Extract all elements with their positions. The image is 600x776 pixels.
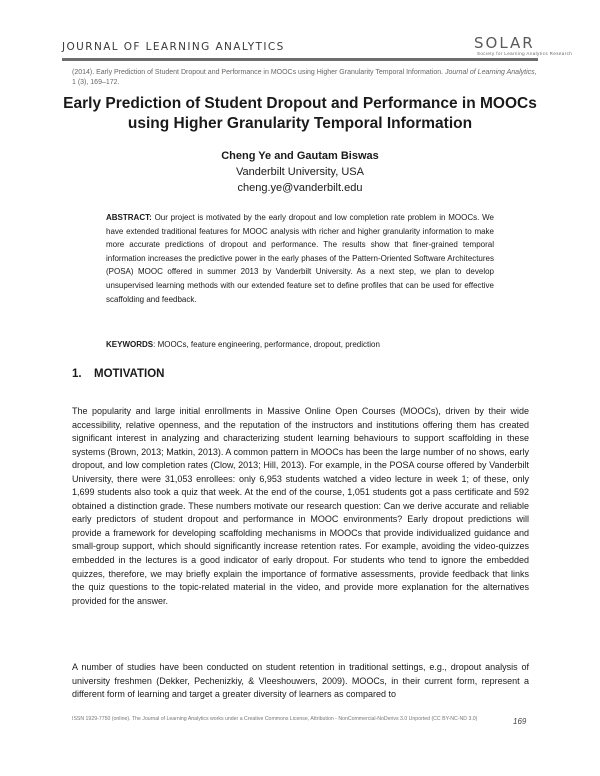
journal-title: JOURNAL OF LEARNING ANALYTICS [62, 41, 285, 53]
header-rule [62, 58, 538, 61]
keywords-label: KEYWORDS [106, 340, 154, 349]
page-number: 169 [513, 717, 527, 726]
logo-subtext: Society for Learning Analytics Research [477, 51, 573, 56]
abstract [106, 211, 494, 306]
abstract-text: Our project is motivated by the early dropout and low completion rate problem in MOOCs. We have extended traditional features for MOOC analysis with richer and higher granularity information to make more accurate predictions of dropout and performance. The results show that finer-grained temporal information increases the predictive power in the early phases of the Pattern-Oriented Software Architectures (POSA) MOOC offered in summer 2013 by Vanderbilt University. As a next step, we plan to develop unsupervised learning methods with our extended feature set to define profiles that can be used for effective scaffolding and feedback. [106, 213, 494, 304]
citation-prefix: (2014). Early Prediction of Student Dropout and Performance in MOOCs using Higher Granularity Temporal Information. [72, 69, 444, 76]
keywords [106, 339, 494, 351]
section-heading [72, 368, 164, 380]
paragraph: A number of studies have been conducted on student retention in traditional settings, e.g., dropout analysis of university freshmen (Dekker, Pechenizkiy, & Vleeshouwers, 2009). MOOCs, in their current form, represent a different form of learning and target a greater diversity of learners as compared to [72, 662, 529, 700]
affiliation: Vanderbilt University, USA [236, 166, 364, 178]
section-title: MOTIVATION [94, 368, 165, 380]
paragraph: The popularity and large initial enrollments in Massive Online Open Courses (MOOCs), driven by their wide accessibility, relative openness, and the reputation of the instructors and institutions offering them has created significant interest in analyzing and characterizing student learning behaviours to support scaffolding in these systems (Brown, 2013; Matkin, 2013). A common pattern in MOOCs has been the large number of no shows, early dropout, and low completion rates (Clow, 2013; Hill, 2013). For example, in the POSA course offered by Vanderbilt University, there were 31,053 enrollees: only 6,953 students watched a video lecture in week 1; of these, only 1,699 students also took a quiz that week. At the end of the course, 1,051 students got a pass certificate and 592 obtained a distinction grade. These numbers motivate our research question: Can we derive accurate and reliable early predictors of student dropout and performance in MOOC environments? Early dropout predictions will provide a framework for developing scaffolding mechanisms in MOOCs that provide individualized guidance and small-group support, which should significantly increase retention rates. For example, avoiding the video-quizzes embedded in the lectures is a good indicator of early dropout. For students who tend to ignore the embedded quizzes, therefore, we may briefly explain the importance of formative assessments, provide feedback that links the quiz questions to the topic-related material in the video, and provide more explanation for the alternatives provided for the answer. [72, 406, 529, 606]
solar-logo [474, 34, 573, 58]
email: cheng.ye@vanderbilt.edu [237, 182, 363, 194]
abstract-label: ABSTRACT: [106, 213, 152, 222]
logo-text: SOLAR [474, 34, 535, 52]
footer-license: ISSN 1929-7750 (online). The Journal of Learning Analytics works under a Creative Commons License, Attribution - NonCommercial-NoDerivs 3.0 Unported (CC BY-NC-ND 3.0) [72, 716, 478, 722]
citation [72, 68, 542, 88]
citation-journal: Journal of Learning Analytics [445, 69, 535, 76]
paper-title: Early Prediction of Student Dropout and Performance in MOOCs using Higher Granularity Temporal Information [63, 95, 537, 132]
authors: Cheng Ye and Gautam Biswas [221, 150, 379, 162]
citation-suffix: , 1 (3), 169–172. [72, 69, 537, 86]
keywords-text: : MOOCs, feature engineering, performance, dropout, prediction [153, 340, 380, 349]
section-number: 1. [72, 368, 82, 380]
